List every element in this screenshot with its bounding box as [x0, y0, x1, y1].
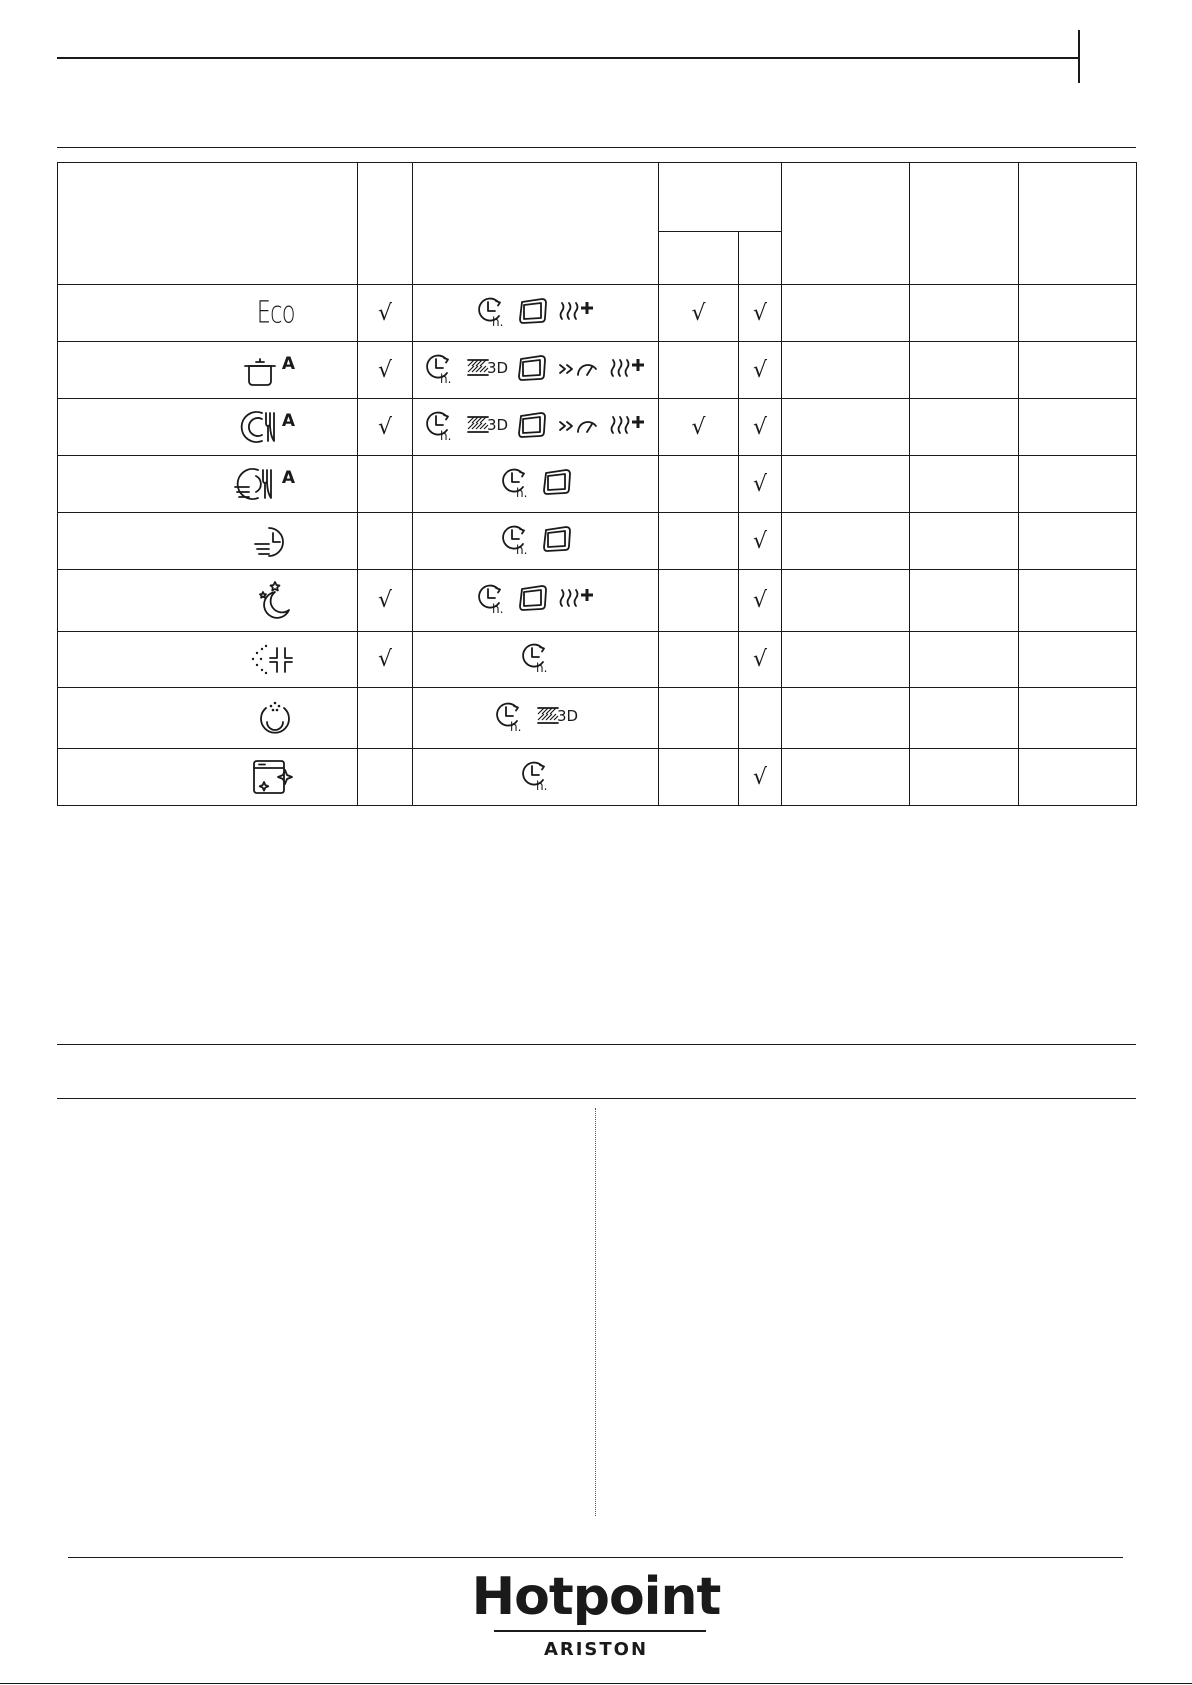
svg-text:h.: h. — [515, 542, 527, 556]
header-options — [413, 163, 659, 285]
col3-cell — [659, 749, 739, 806]
programme-icon-wrap — [249, 642, 295, 678]
col7-cell — [1019, 513, 1137, 570]
col6-cell — [910, 513, 1019, 570]
check-mark: √ — [377, 300, 393, 326]
bottom-edge-rule — [0, 1683, 1192, 1684]
col1-cell — [358, 688, 413, 749]
col1-cell — [358, 632, 413, 688]
clock-h-icon — [493, 699, 527, 733]
header-rule — [57, 57, 1079, 59]
col5-cell — [782, 749, 910, 806]
programme-name-cell — [58, 570, 358, 632]
programme-name-cell — [58, 399, 358, 456]
table-row — [58, 342, 1137, 399]
header-col5 — [782, 163, 910, 285]
clock-h-icon — [499, 465, 533, 499]
brand-logo-sub: ARISTON — [543, 1639, 649, 1660]
programme-variant-label: A — [281, 468, 295, 488]
col3-cell — [659, 570, 739, 632]
check-mark: √ — [377, 414, 393, 440]
programme-name-cell — [58, 513, 358, 570]
programme-name-cell — [58, 749, 358, 806]
options-cell — [413, 688, 659, 749]
col7-cell — [1019, 285, 1137, 342]
table-row — [58, 456, 1137, 513]
column-divider — [595, 1108, 596, 1516]
col7-cell — [1019, 399, 1137, 456]
col7-cell — [1019, 456, 1137, 513]
turbo-icon — [556, 355, 600, 381]
col3-cell — [659, 513, 739, 570]
col4-cell — [739, 688, 782, 749]
col6-cell — [910, 285, 1019, 342]
col4-cell — [739, 342, 782, 399]
table-row — [58, 749, 1137, 806]
programme-icon-wrap — [232, 465, 295, 503]
col7-cell — [1019, 688, 1137, 749]
programme-icon-wrap — [255, 698, 295, 738]
plate-cutlery-icon — [240, 408, 280, 446]
check-mark: √ — [752, 647, 768, 672]
tablet-icon — [517, 583, 549, 613]
col5-cell — [782, 570, 910, 632]
programme-name-cell — [58, 688, 358, 749]
tablet-icon — [541, 467, 573, 497]
col3-cell — [659, 632, 739, 688]
clock-h-icon — [499, 522, 533, 556]
check-mark: √ — [752, 471, 768, 497]
programme-icon-wrap — [251, 580, 295, 622]
brand-logo-bar — [494, 1630, 706, 1632]
options-cell — [413, 342, 659, 399]
tablet-icon — [516, 410, 548, 440]
col7-cell — [1019, 749, 1137, 806]
check-mark: √ — [752, 300, 768, 326]
zone-3d-icon: 3D — [535, 704, 578, 728]
programme-icon-wrap — [244, 296, 295, 331]
programme-icon-wrap — [240, 352, 295, 388]
section-rule-top — [57, 147, 1136, 148]
col3-cell — [659, 399, 739, 456]
col4-cell — [739, 632, 782, 688]
programme-icon-wrap — [249, 522, 295, 560]
col4-cell — [739, 399, 782, 456]
clock-h-icon — [423, 351, 457, 385]
col6-cell — [910, 749, 1019, 806]
section-rule-mid-1 — [57, 1044, 1136, 1045]
check-mark: √ — [752, 588, 768, 613]
col1-cell — [358, 285, 413, 342]
footer-rule — [68, 1557, 1123, 1558]
svg-text:h.: h. — [515, 485, 527, 499]
clock-h-icon — [519, 640, 553, 674]
heat-plus-icon — [608, 411, 648, 439]
programme-name-cell — [58, 342, 358, 399]
col5-cell — [782, 513, 910, 570]
svg-text:h.: h. — [439, 428, 452, 442]
check-mark: √ — [752, 414, 768, 440]
check-mark: √ — [377, 647, 393, 672]
col4-cell — [739, 456, 782, 513]
heat-plus-icon — [608, 354, 648, 382]
brand-logo-name: Hotpoint — [471, 1567, 721, 1627]
heat-plus-icon — [557, 584, 597, 612]
clock-h-icon — [519, 758, 553, 792]
clock-h-icon — [423, 408, 457, 442]
heat-plus-icon — [557, 297, 597, 325]
col1-cell — [358, 342, 413, 399]
check-mark: √ — [691, 300, 706, 326]
svg-text:h.: h. — [509, 719, 522, 733]
col6-cell — [910, 688, 1019, 749]
options-cell — [413, 513, 659, 570]
svg-text:h.: h. — [491, 314, 503, 328]
compact-icon — [249, 642, 295, 678]
header-group — [659, 163, 782, 232]
header-programme — [58, 163, 358, 285]
programme-name-cell — [58, 285, 358, 342]
programme-table — [57, 162, 1137, 806]
section-rule-mid-2 — [57, 1098, 1136, 1099]
col1-cell — [358, 749, 413, 806]
tablet-icon — [541, 524, 573, 554]
check-mark: √ — [752, 764, 768, 790]
check-mark: √ — [377, 588, 393, 613]
zone-3d-icon: 3D — [465, 413, 508, 437]
clock-h-icon — [475, 294, 509, 328]
header-row — [58, 163, 1137, 232]
clock-h-icon — [475, 581, 509, 615]
options-cell — [413, 632, 659, 688]
col1-cell — [358, 399, 413, 456]
tablet-icon — [517, 296, 549, 326]
check-mark: √ — [691, 414, 706, 440]
eco-label: Eco — [256, 295, 295, 331]
col7-cell — [1019, 570, 1137, 632]
col4-cell — [739, 513, 782, 570]
header-sub-a — [659, 232, 739, 285]
col5-cell — [782, 399, 910, 456]
table-row — [58, 688, 1137, 749]
header-col6 — [910, 163, 1019, 285]
header-col7 — [1019, 163, 1137, 285]
check-mark: √ — [752, 528, 768, 554]
col5-cell — [782, 456, 910, 513]
col1-cell — [358, 570, 413, 632]
col1-cell — [358, 513, 413, 570]
svg-text:h.: h. — [535, 661, 547, 674]
options-cell — [413, 285, 659, 342]
header-tick — [1078, 30, 1080, 83]
col3-cell — [659, 285, 739, 342]
table-row — [58, 632, 1137, 688]
col5-cell — [782, 342, 910, 399]
options-cell — [413, 399, 659, 456]
col3-cell — [659, 342, 739, 399]
programme-variant-label: A — [281, 411, 295, 431]
col5-cell — [782, 688, 910, 749]
col6-cell — [910, 570, 1019, 632]
col3-cell — [659, 456, 739, 513]
options-cell — [413, 570, 659, 632]
col6-cell — [910, 342, 1019, 399]
svg-text:h.: h. — [535, 778, 547, 792]
table-row — [58, 513, 1137, 570]
turbo-icon — [556, 412, 600, 438]
col4-cell — [739, 285, 782, 342]
svg-text:h.: h. — [491, 602, 503, 615]
col6-cell — [910, 456, 1019, 513]
programme-name-cell — [58, 632, 358, 688]
header-sub-b — [739, 232, 782, 285]
check-mark: √ — [752, 357, 768, 383]
night-moon-icon — [251, 580, 295, 622]
col6-cell — [910, 399, 1019, 456]
programme-icon-wrap — [251, 757, 295, 797]
zone-3d-icon: 3D — [465, 356, 508, 380]
col7-cell — [1019, 342, 1137, 399]
col1-cell — [358, 456, 413, 513]
options-cell — [413, 456, 659, 513]
programme-name-cell — [58, 456, 358, 513]
col7-cell — [1019, 632, 1137, 688]
col4-cell — [739, 570, 782, 632]
quick-clock-icon — [249, 522, 295, 560]
tablet-icon — [516, 353, 548, 383]
col5-cell — [782, 285, 910, 342]
col6-cell — [910, 632, 1019, 688]
table-row — [58, 570, 1137, 632]
fast-plate-icon — [232, 465, 280, 503]
col3-cell — [659, 688, 739, 749]
svg-text:h.: h. — [439, 371, 452, 385]
table-row — [58, 285, 1137, 342]
options-cell — [413, 749, 659, 806]
soak-icon — [255, 698, 295, 738]
self-clean-icon — [251, 757, 295, 797]
col5-cell — [782, 632, 910, 688]
check-mark: √ — [377, 357, 393, 383]
programme-variant-label: A — [281, 354, 295, 374]
pot-icon — [240, 352, 280, 388]
header-col1 — [358, 163, 413, 285]
col4-cell — [739, 749, 782, 806]
table-row — [58, 399, 1137, 456]
programme-icon-wrap — [240, 408, 295, 446]
